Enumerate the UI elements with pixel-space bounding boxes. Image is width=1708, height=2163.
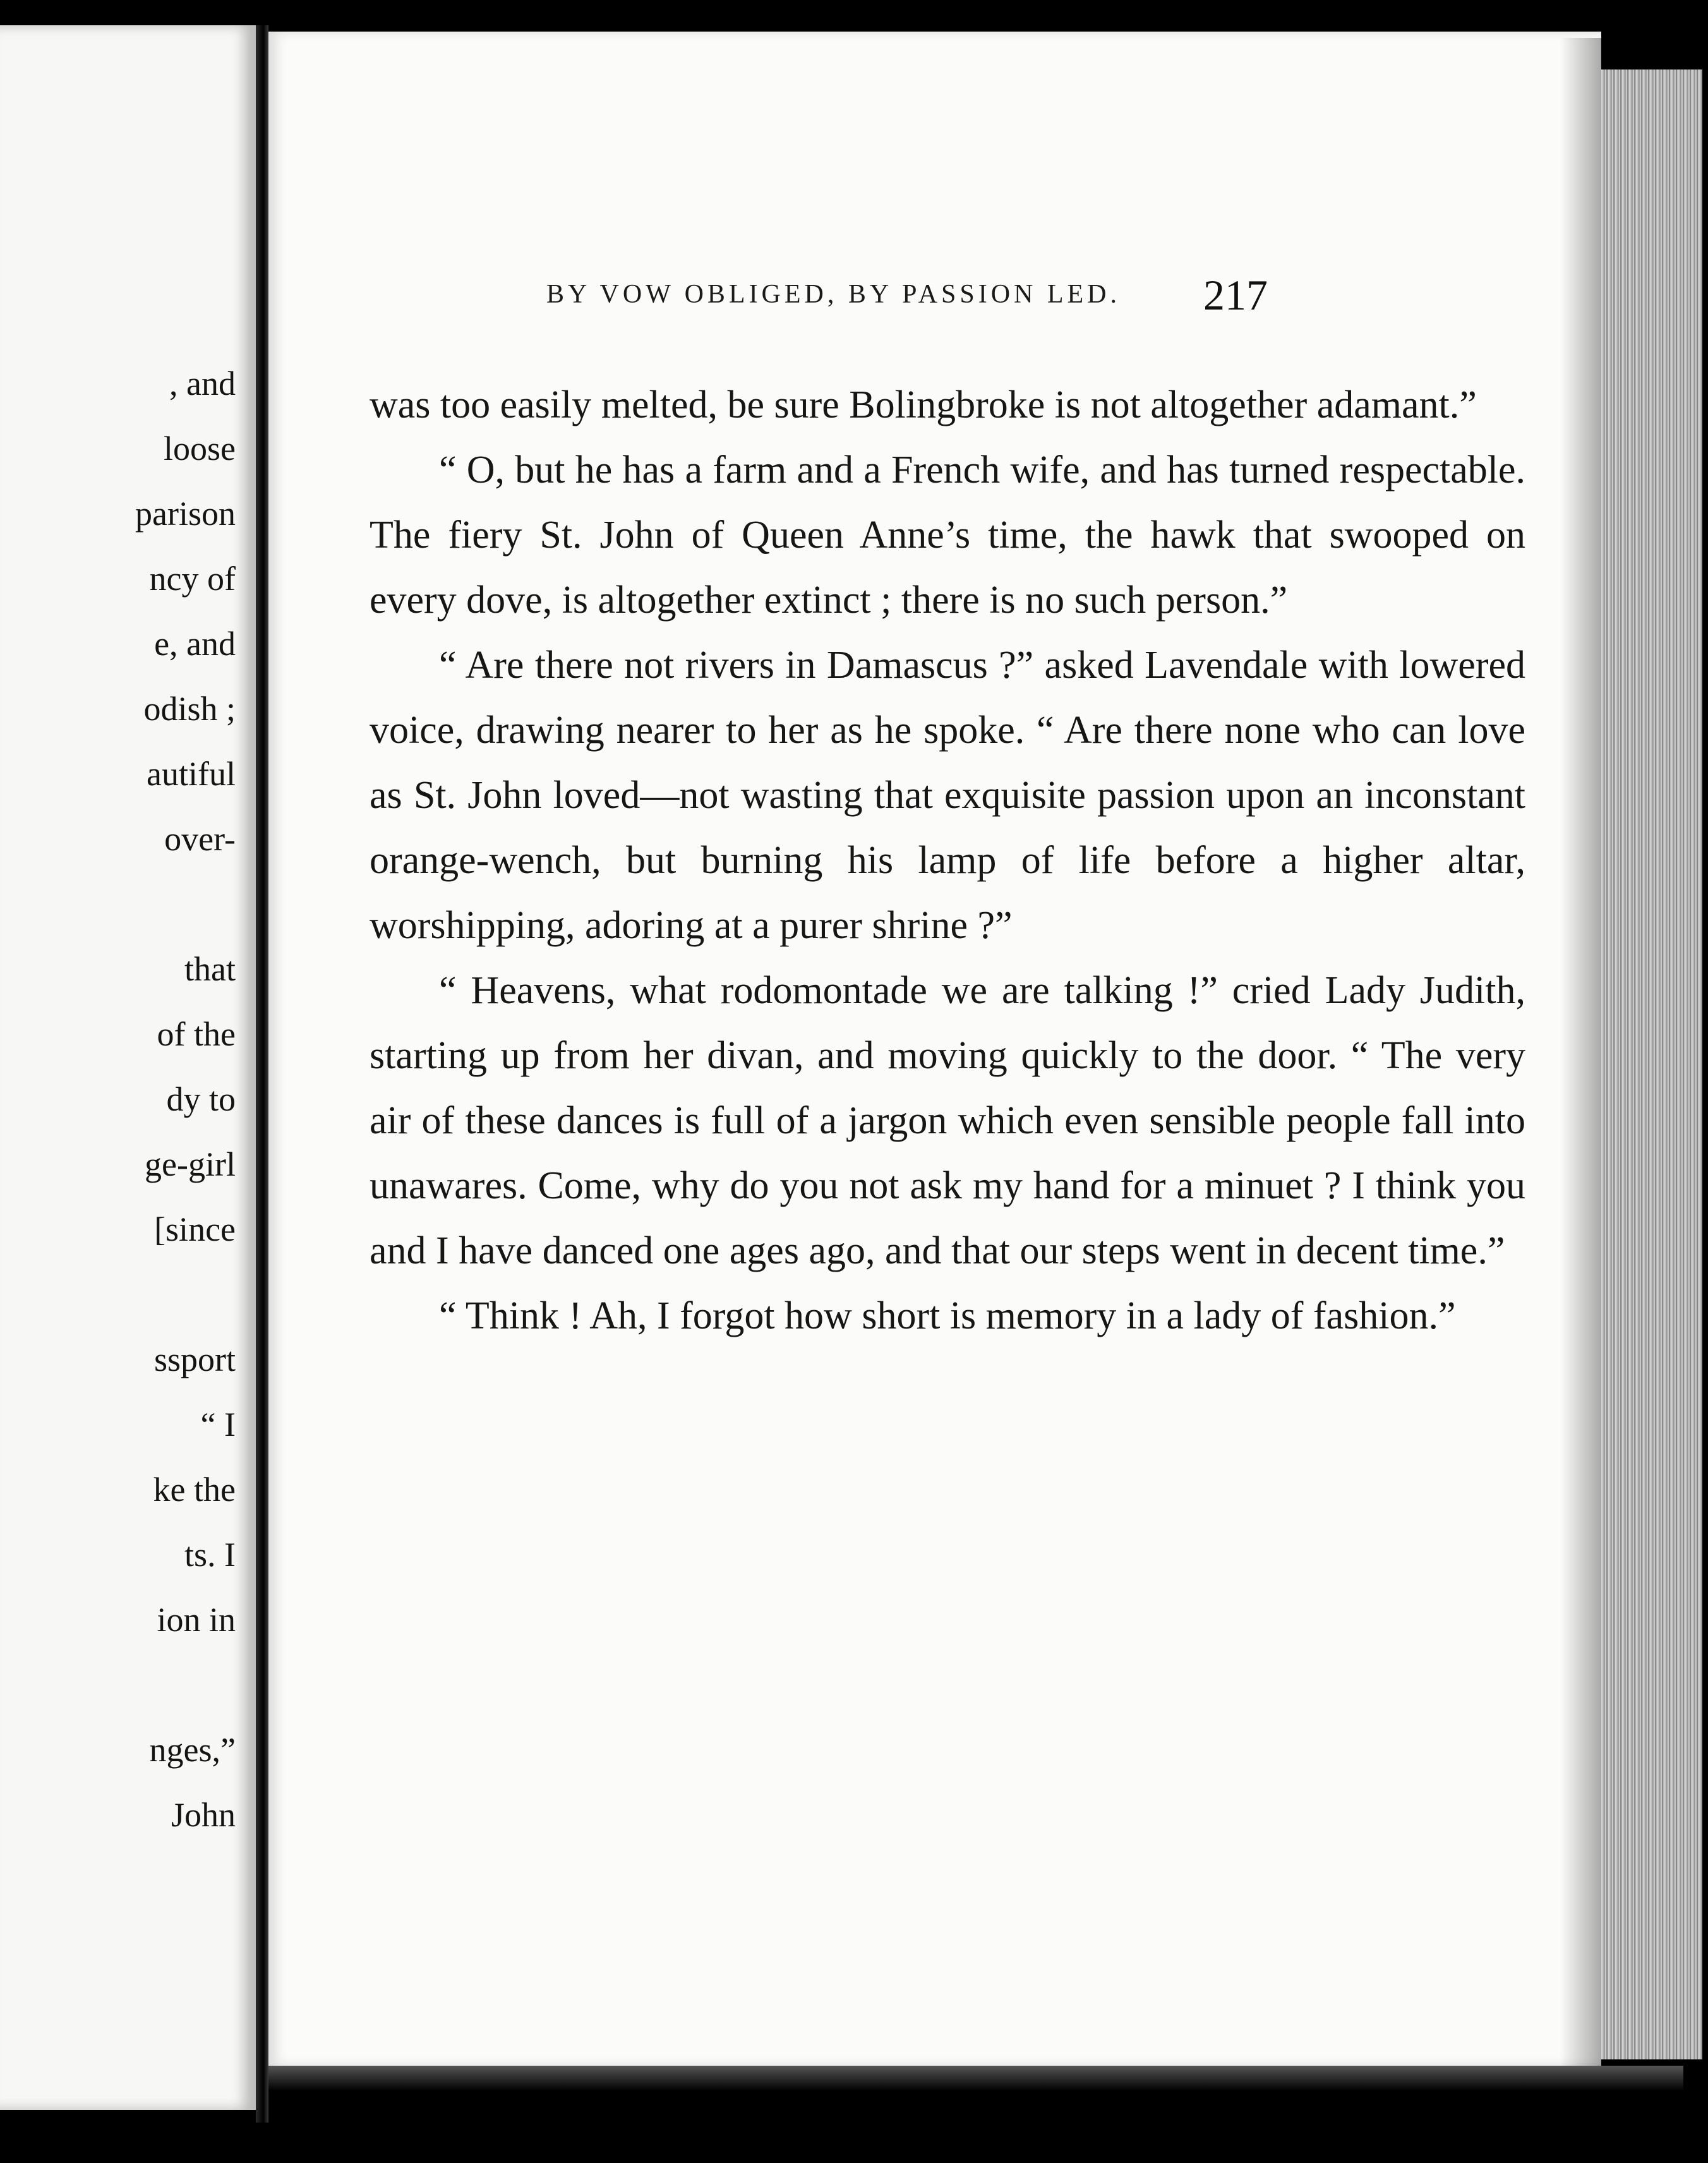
book-gutter	[256, 25, 268, 2123]
book-bottom-edge	[268, 2066, 1683, 2091]
left-page-line: John	[171, 1796, 236, 1834]
paragraph: “ Heavens, what rodomontade we are talking !” cried Lady Judith, starting up from her divan, and moving quickly to the door. “ The very air of these dances is full of a jargon which even sensible people fall into unawares. Come, why do you not ask my hand for a minuet ? I think you and I have danced one ages ago, and that our steps went in decent time.”	[370, 969, 1525, 1272]
left-page-line: , and	[169, 365, 236, 402]
page-edge-shadow	[1560, 38, 1604, 2072]
left-page-line: over-	[164, 820, 236, 858]
left-page-line: “ I	[200, 1406, 236, 1443]
paragraph: “ Are there not rivers in Damascus ?” asked Lavendale with lowered voice, drawing nearer to her as he spoke. “ Are there none who can love as St. John loved—not wasting that exquisite passion upon an inconstant orange-wench, but burning his lamp of life before a higher altar, worshipping, adoring at a purer shrine ?”	[370, 644, 1525, 947]
left-page-line: ssport	[153, 1341, 236, 1378]
left-page	[0, 25, 256, 2110]
left-page-line: autiful	[147, 755, 236, 793]
left-page-line: [since	[154, 1210, 236, 1248]
left-page-line: dy to	[166, 1080, 236, 1118]
left-page-line: ts. I	[184, 1536, 236, 1574]
left-page-line: ge-girl	[145, 1145, 236, 1183]
left-page-line: ke the	[153, 1471, 236, 1509]
left-page-line: odish ;	[143, 690, 236, 728]
left-page-line: of the	[157, 1015, 236, 1053]
left-page-line: loose	[164, 430, 236, 467]
body-text	[370, 373, 1525, 1349]
book-fore-edge	[1601, 69, 1702, 2059]
paragraph: was too easily melted, be sure Bolingbroke is not altogether adamant.”	[370, 383, 1477, 426]
left-page-line: that	[184, 950, 236, 988]
left-page-line: ncy of	[149, 560, 236, 598]
left-page-line: nges,”	[149, 1731, 236, 1769]
left-page-line: e, and	[154, 625, 236, 663]
left-page-line: parison	[135, 495, 236, 533]
paragraph: “ O, but he has a farm and a French wife, and has turned respectable. The fiery St. John of Queen Anne’s time, the hawk that swooped on every dove, is altogether extinct ; there is no such person.”	[370, 449, 1525, 622]
left-page-line: ion in	[157, 1601, 236, 1639]
right-page	[268, 32, 1601, 2066]
page-number: 217	[1203, 271, 1268, 319]
running-head: BY VOW OBLIGED, BY PASSION LED.	[546, 280, 1121, 309]
paragraph: “ Think ! Ah, I forgot how short is memory in a lady of fashion.”	[439, 1294, 1456, 1337]
